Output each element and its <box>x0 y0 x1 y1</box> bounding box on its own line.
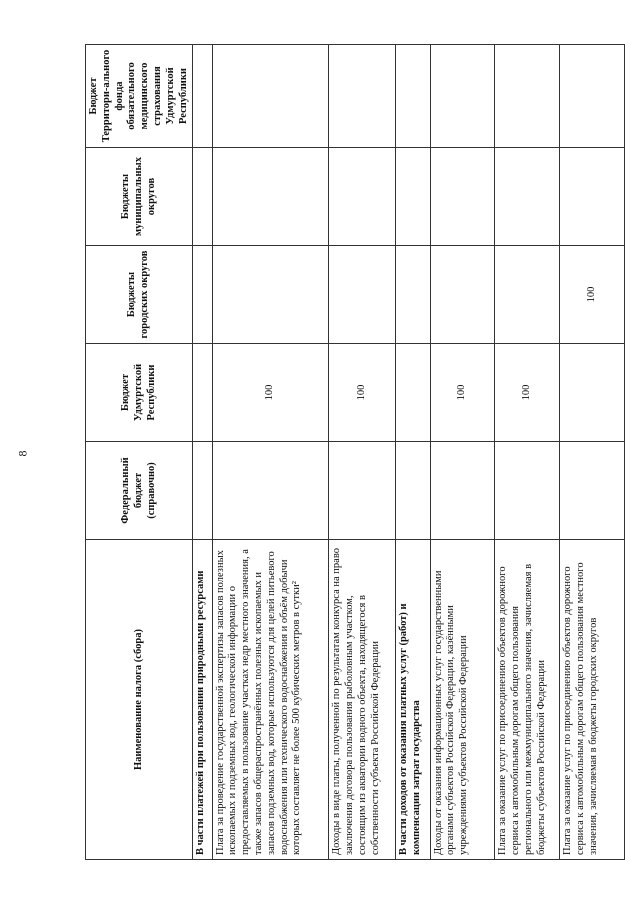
header-municipal-budgets: Бюджеты муниципальных округов <box>86 148 193 246</box>
table-header-row <box>86 45 193 860</box>
table-cell <box>560 45 625 148</box>
table-cell <box>329 45 396 148</box>
table-cell <box>430 442 495 540</box>
header-tax-name: Наименование налога (сбора) <box>86 540 193 860</box>
table-cell <box>193 344 212 442</box>
table-row <box>560 45 625 860</box>
rotated-table-container <box>85 45 625 860</box>
table-cell <box>495 148 560 246</box>
table-cell <box>329 148 396 246</box>
header-federal-budget: Федеральный бюджет (справочно) <box>86 442 193 540</box>
table-row <box>430 45 495 860</box>
table-row <box>329 45 396 860</box>
tax-name-cell: Плата за оказание услуг по присоединению объектов дорожного сервиса к автомобильным дорогам общего пользования регионального или межмуниципального значения, зачисляемая в бюджеты субъектов Российской Федерации <box>495 540 560 860</box>
table-cell <box>396 344 431 442</box>
table-cell: 100 <box>329 344 396 442</box>
table-cell: 100 <box>495 344 560 442</box>
header-republic-budget: Бюджет Удмуртской Республики <box>86 344 193 442</box>
tax-name-cell: Доходы от оказания информационных услуг государственными органами субъектов Российской Федерации, казёнными учреждениями субъектов Российской Федерации <box>430 540 495 860</box>
table-cell <box>495 442 560 540</box>
table-cell: 100 <box>430 344 495 442</box>
table-cell <box>212 246 329 344</box>
table-cell <box>212 442 329 540</box>
table-cell <box>396 45 431 148</box>
table-cell <box>560 442 625 540</box>
table-cell <box>495 246 560 344</box>
table-cell <box>495 45 560 148</box>
section-title: В части платежей при пользовании природными ресурсами <box>193 540 212 860</box>
tax-name-cell: Доходы в виде платы, полученной по результатам конкурса на право заключения договора пользования рыболовным участком, состоящим из акватории водного объекта, находящегося в собственности субъекта Российской Федерации <box>329 540 396 860</box>
table-cell <box>212 45 329 148</box>
header-city-budgets: Бюджеты городских округов <box>86 246 193 344</box>
table-cell <box>329 442 396 540</box>
table-cell <box>193 148 212 246</box>
table-cell <box>560 148 625 246</box>
header-medical-fund-budget: Бюджет Территори-ального фонда обязательного медицинского страхования Удмуртской Республики <box>86 45 193 148</box>
table-cell <box>396 246 431 344</box>
tax-name-cell: Плата за проведение государственной экспертизы запасов полезных ископаемых и подземных вод, геологической информации о предоставляемых в пользование участках недр местного значения, а также запасов общераспространённых полезных ископаемых и запасов подземных вод, которые используются для целей питьевого водоснабжения или технического водоснабжения и объём добычи которых составляет не более 500 кубических метров в сутки² <box>212 540 329 860</box>
table-cell: 100 <box>212 344 329 442</box>
table-cell <box>396 442 431 540</box>
table-row <box>193 45 212 860</box>
table-row <box>495 45 560 860</box>
table-row <box>212 45 329 860</box>
table-cell: 100 <box>560 246 625 344</box>
table-cell <box>212 148 329 246</box>
table-cell <box>193 442 212 540</box>
table-cell <box>193 246 212 344</box>
page-number: 8 <box>15 450 30 457</box>
table-cell <box>193 45 212 148</box>
table-cell <box>560 344 625 442</box>
tax-distribution-table <box>85 44 625 860</box>
section-title: В части доходов от оказания платных услуг (работ) и компенсации затрат государства <box>396 540 431 860</box>
table-cell <box>329 246 396 344</box>
table-cell <box>430 45 495 148</box>
table-row <box>396 45 431 860</box>
table-cell <box>396 148 431 246</box>
table-cell <box>430 246 495 344</box>
table-cell <box>430 148 495 246</box>
tax-name-cell: Плата за оказание услуг по присоединению объектов дорожного сервиса к автомобильным дорогам общего пользования местного значения, зачисляемая в бюджеты городских округов <box>560 540 625 860</box>
